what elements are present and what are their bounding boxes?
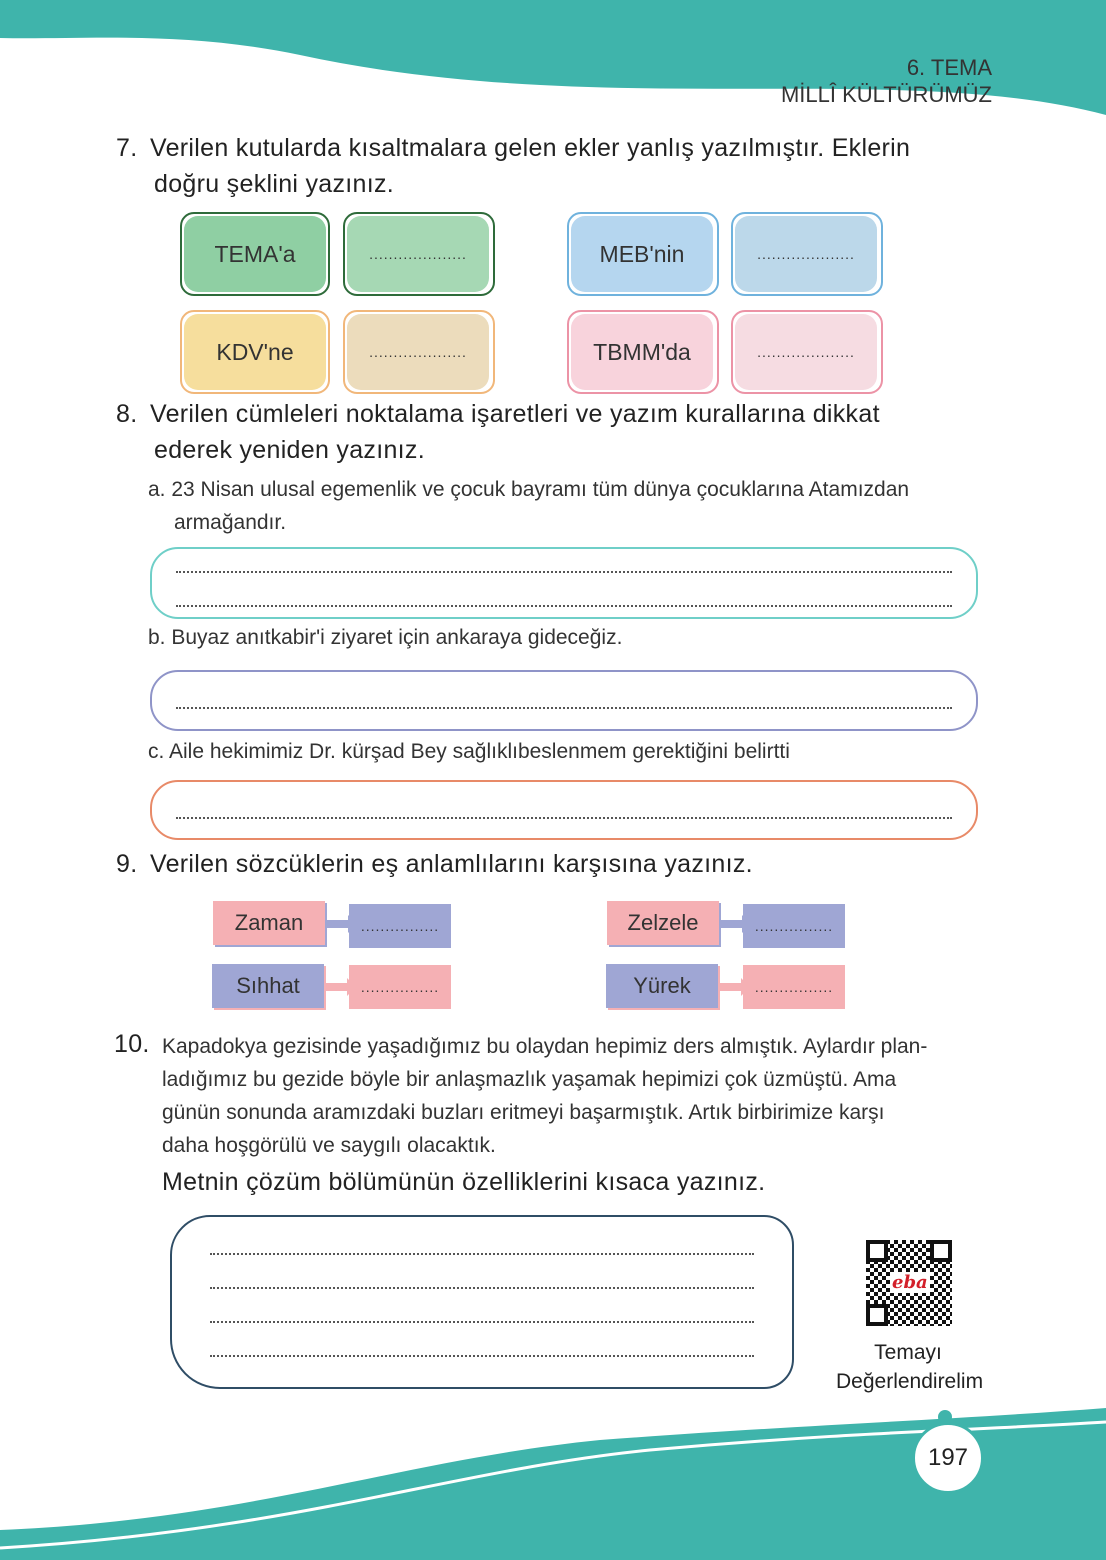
q10-line: günün sonunda aramızdaki buzları eritmeyi başarmıştık. Artık birbirimize karşı bbox=[162, 1101, 885, 1124]
q8-text-2: ederek yeniden yazınız. bbox=[154, 436, 425, 464]
answer-field-a[interactable] bbox=[150, 547, 978, 619]
answer-box[interactable]: ................ bbox=[743, 904, 845, 948]
word-zaman: Zaman bbox=[213, 901, 325, 945]
arrow-right-icon bbox=[720, 983, 742, 991]
theme-title: MİLLÎ KÜLTÜRÜMÜZ bbox=[780, 82, 992, 107]
answer-field-b[interactable] bbox=[150, 670, 978, 731]
word-zelzele: Zelzele bbox=[607, 901, 719, 945]
answer-box[interactable]: .................... bbox=[735, 216, 877, 292]
answer-field-q10[interactable] bbox=[170, 1215, 794, 1389]
q9-number: 9. bbox=[116, 850, 138, 878]
decor-dot bbox=[938, 1410, 952, 1424]
q8-b: b. Buyaz anıtkabir'i ziyaret için ankaraya gideceğiz. bbox=[148, 626, 623, 649]
theme-header bbox=[781, 54, 992, 108]
q10-line: Kapadokya gezisinde yaşadığımız bu olaydan hepimiz ders almıştık. Aylardır plan- bbox=[162, 1035, 928, 1058]
word-yurek: Yürek bbox=[606, 964, 718, 1008]
answer-field-c[interactable] bbox=[150, 780, 978, 840]
theme-number: 6. TEMA bbox=[906, 55, 992, 80]
q8-text-1: Verilen cümleleri noktalama işaretleri ve yazım kurallarına dikkat bbox=[150, 400, 880, 428]
q8-a-1: a. 23 Nisan ulusal egemenlik ve çocuk bayramı tüm dünya çocuklarına Atamızdan bbox=[148, 478, 910, 501]
q7-text-1: Verilen kutularda kısaltmalara gelen ekler yanlış yazılmıştır. Eklerin bbox=[150, 134, 911, 162]
qr-finder bbox=[866, 1240, 888, 1262]
qr-code[interactable] bbox=[866, 1240, 952, 1326]
q10-paragraph bbox=[162, 1030, 927, 1162]
arrow-right-icon bbox=[721, 920, 743, 928]
q10-number: 10. bbox=[114, 1030, 150, 1058]
q8-number: 8. bbox=[116, 400, 138, 428]
qr-finder bbox=[866, 1304, 888, 1326]
q8-c: c. Aile hekimimiz Dr. kürşad Bey sağlıklıbeslenmem gerektiğini belirtti bbox=[148, 740, 790, 763]
q8-a-2: armağandır. bbox=[174, 511, 287, 534]
q9-text: Verilen sözcüklerin eş anlamlılarını karşısına yazınız. bbox=[150, 850, 753, 878]
arrow-right-icon bbox=[326, 983, 348, 991]
qr-caption bbox=[836, 1338, 984, 1396]
answer-box[interactable]: .................... bbox=[735, 314, 877, 390]
answer-box[interactable]: ................ bbox=[349, 904, 451, 948]
q7-number: 7. bbox=[116, 134, 138, 162]
q10-line: ladığımız bu gezide böyle bir anlaşmazlık yaşamak hepimizi çok üzmüştü. Ama bbox=[162, 1068, 897, 1091]
q10-line: daha hoşgörülü ve saygılı olacaktık. bbox=[162, 1134, 496, 1157]
qr-caption-2: Değerlendirelim bbox=[836, 1370, 984, 1393]
answer-box[interactable]: ................ bbox=[743, 965, 845, 1009]
qr-finder bbox=[930, 1240, 952, 1262]
answer-box[interactable]: ................ bbox=[349, 965, 451, 1009]
answer-box[interactable]: .................... bbox=[347, 314, 489, 390]
word-box: TBMM'da bbox=[571, 314, 713, 390]
eba-logo: eba bbox=[892, 1272, 928, 1293]
qr-caption-1: Temayı bbox=[874, 1341, 942, 1364]
word-box: TEMA'a bbox=[184, 216, 326, 292]
q7-text-2: doğru şeklini yazınız. bbox=[154, 170, 395, 198]
arrow-right-icon bbox=[327, 920, 349, 928]
word-sihhat: Sıhhat bbox=[212, 964, 324, 1008]
word-box: KDV'ne bbox=[184, 314, 326, 390]
word-box: MEB'nin bbox=[571, 216, 713, 292]
page-number: 197 bbox=[912, 1422, 984, 1494]
answer-box[interactable]: .................... bbox=[347, 216, 489, 292]
q10-prompt: Metnin çözüm bölümünün özelliklerini kısaca yazınız. bbox=[162, 1168, 766, 1196]
